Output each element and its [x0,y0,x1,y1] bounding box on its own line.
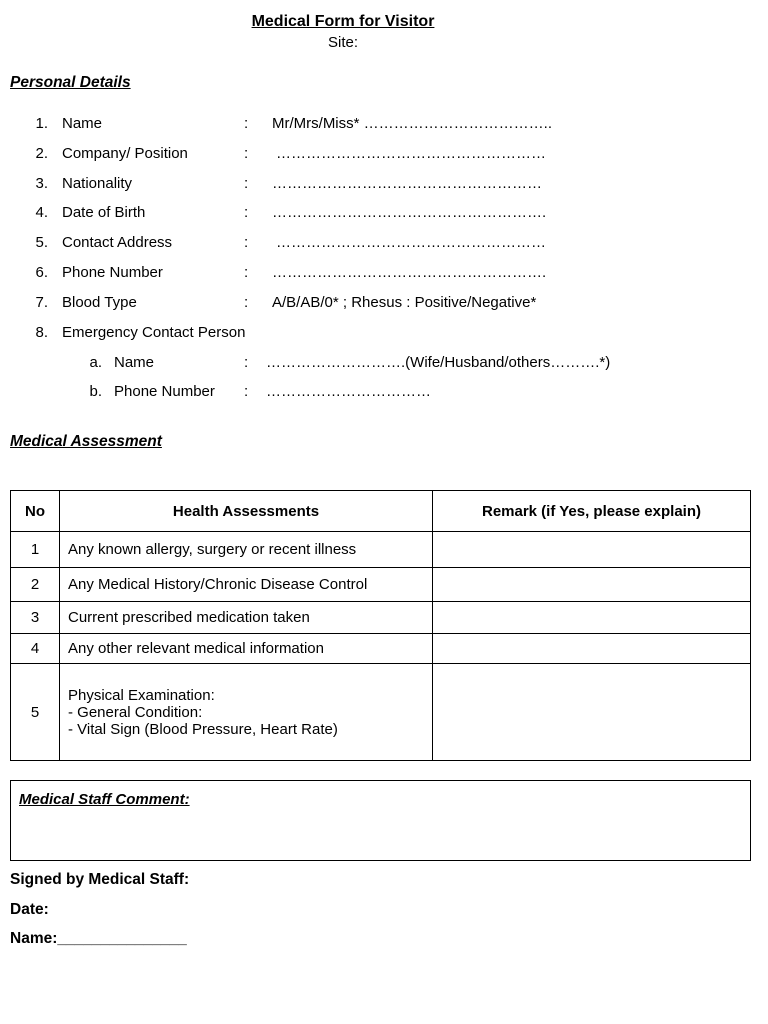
field-label: Emergency Contact Person [62,324,246,341]
personal-row-company [0,145,768,165]
remark-cell[interactable] [433,602,751,634]
health-assessment-table [10,490,751,761]
field-label: Name [62,115,103,132]
item-number: 6. [35,264,48,281]
personal-row-dob [0,204,768,224]
field-colon: : [244,264,249,281]
item-number: 3. [35,175,48,192]
personal-row-nationality [0,175,768,195]
general-condition-label: - General Condition: [68,703,203,721]
row-number: 4 [11,634,60,664]
field-label: Blood Type [62,294,137,311]
remark-cell[interactable] [433,568,751,602]
field-label: Contact Address [62,234,173,251]
company-position-field[interactable]: ……………………………………………… [276,145,546,162]
site-label: Site: [327,34,358,51]
personal-row-name [0,115,768,135]
table-row [11,532,751,568]
item-number: 1. [35,115,48,132]
name-signature-field[interactable]: Name:_______________ [10,930,187,947]
date-of-birth-field[interactable]: ………………………………………………. [272,204,547,221]
item-number: 5. [35,234,48,251]
emergency-row-phone [0,383,768,403]
field-colon: : [244,234,249,251]
nationality-field[interactable]: ……………………………………………… [272,175,542,192]
emergency-phone-field[interactable]: …………………………… [266,383,431,400]
phone-number-field[interactable]: ………………………………………………. [272,264,547,281]
medical-staff-comment-box[interactable] [10,780,751,861]
emergency-row-name [0,354,768,374]
column-header-no: No [11,491,60,532]
assessment-item: Any other relevant medical information [60,634,433,664]
blood-type-field[interactable]: A/B/AB/0* ; Rhesus : Positive/Negative* [272,294,537,311]
date-label: Date: [10,901,49,918]
field-colon: : [244,175,249,192]
personal-details-heading: Personal Details [10,74,131,91]
personal-row-blood [0,294,768,314]
row-number: 5 [11,664,60,761]
remark-cell[interactable] [433,634,751,664]
signed-by-label: Signed by Medical Staff: [10,871,190,888]
field-colon: : [244,115,249,132]
personal-row-emergency [0,324,768,344]
remark-cell[interactable] [433,532,751,568]
row-number: 2 [11,568,60,602]
field-label: Phone Number [62,264,163,281]
physical-examination-label: Physical Examination: [68,686,215,704]
field-label: Name [114,354,155,371]
table-row [11,664,751,761]
item-number: 8. [35,324,48,341]
medical-assessment-heading: Medical Assessment [10,433,162,450]
row-number: 3 [11,602,60,634]
table-row [11,602,751,634]
item-number: 4. [35,204,48,221]
physical-examination-item [60,664,433,761]
contact-address-field[interactable]: ……………………………………………… [276,234,546,251]
field-label: Phone Number [114,383,215,400]
item-number: a. [89,354,102,371]
field-label: Company/ Position [62,145,188,162]
item-number: 7. [35,294,48,311]
assessment-item: Current prescribed medication taken [60,602,433,634]
assessment-item: Any Medical History/Chronic Disease Control [60,568,433,602]
field-colon: : [244,204,249,221]
vital-sign-label: - Vital Sign (Blood Pressure, Heart Rate) [68,720,338,738]
field-colon: : [244,294,249,311]
column-header-assessment: Health Assessments [60,491,433,532]
assessment-item: Any known allergy, surgery or recent illness [60,532,433,568]
column-header-remark: Remark (if Yes, please explain) [433,491,751,532]
field-label: Nationality [62,175,133,192]
personal-row-address [0,234,768,254]
personal-row-phone [0,264,768,284]
row-number: 1 [11,532,60,568]
table-row [11,634,751,664]
form-title: Medical Form for Visitor [251,13,435,30]
item-number: b. [89,383,102,400]
field-colon: : [244,383,249,400]
field-colon: : [244,145,249,162]
name-field[interactable]: Mr/Mrs/Miss* ……………………………….. [272,115,552,132]
table-row [11,568,751,602]
remark-cell[interactable] [433,664,751,761]
comment-title: Medical Staff Comment: [19,791,190,808]
emergency-name-field[interactable]: ……………………….(Wife/Husband/others……….*) [266,354,611,371]
item-number: 2. [35,145,48,162]
field-label: Date of Birth [62,204,146,221]
table-header-row [11,491,751,532]
field-colon: : [244,354,249,371]
